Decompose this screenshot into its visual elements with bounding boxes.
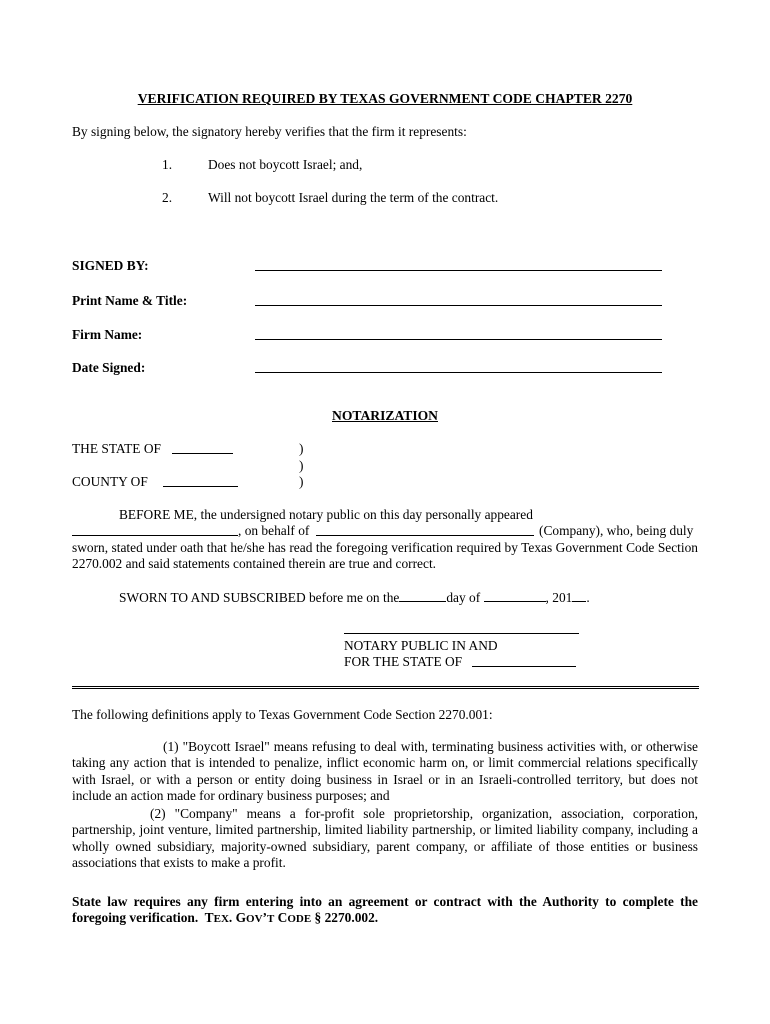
sworn-year-blank[interactable] bbox=[572, 589, 586, 602]
item-2-text: Will not boycott Israel during the term of the contract. bbox=[208, 190, 499, 205]
notary-line-2: FOR THE STATE OF bbox=[344, 654, 463, 669]
state-law-text: State law requires any firm entering into an agreement or contract with the Authority to complete the foregoing verification. bbox=[72, 894, 698, 926]
definitions-intro: The following definitions apply to Texas Government Code Section 2270.001: bbox=[72, 707, 493, 722]
signed-by-line[interactable] bbox=[255, 270, 662, 271]
before-me-text: BEFORE ME, the undersigned notary public on this day personally appeared bbox=[119, 507, 533, 522]
state-of-label: THE STATE OF bbox=[72, 441, 161, 456]
paren-1: ) bbox=[299, 441, 304, 456]
notary-signature-line[interactable] bbox=[344, 633, 579, 634]
section-divider bbox=[72, 686, 699, 689]
sworn-statement: sworn, stated under oath that he/she has read the foregoing verification required by Texas Government Code Section 2270.002 and said statements contained therein are true and correct. bbox=[72, 540, 698, 572]
company-suffix-text: (Company), who, being duly bbox=[539, 523, 694, 538]
intro-text: By signing below, the signatory hereby verifies that the firm it represents: bbox=[72, 124, 467, 139]
state-law-statement bbox=[72, 894, 698, 928]
sworn-day-text: day of bbox=[446, 590, 481, 605]
legal-citation: TEX. GOV’T CODE § 2270.002. bbox=[204, 910, 379, 926]
sworn-end-text: . bbox=[586, 590, 590, 605]
signed-by-label: SIGNED BY: bbox=[72, 258, 149, 273]
print-name-label: Print Name & Title: bbox=[72, 293, 188, 308]
definition-company: (2) "Company" means a for-profit sole proprietorship, organization, association, corporation, partnership, joint venture, limited partnership, limited liability partnership, or limited liability company, including a wholly owned subsidiary, majority-owned subsidiary, parent company, or affiliate of those entities or business associations that exists to make a profit. bbox=[72, 806, 698, 870]
document-title: VERIFICATION REQUIRED BY TEXAS GOVERNMENT CODE CHAPTER 2270 bbox=[137, 91, 633, 106]
item-1-number: 1. bbox=[162, 157, 173, 172]
date-signed-label: Date Signed: bbox=[72, 360, 146, 375]
paren-3: ) bbox=[299, 474, 304, 489]
sworn-day-blank[interactable] bbox=[399, 589, 446, 602]
date-signed-line[interactable] bbox=[255, 372, 662, 373]
firm-name-line[interactable] bbox=[255, 339, 662, 340]
appeared-name-line[interactable] bbox=[72, 535, 238, 536]
firm-name-label: Firm Name: bbox=[72, 327, 143, 342]
notary-line-1: NOTARY PUBLIC IN AND bbox=[344, 638, 498, 653]
sworn-month-blank[interactable] bbox=[484, 589, 546, 602]
state-of-line[interactable] bbox=[172, 453, 233, 454]
notarization-heading: NOTARIZATION bbox=[332, 408, 438, 423]
company-name-line[interactable] bbox=[316, 535, 534, 536]
sworn-pre-text: SWORN TO AND SUBSCRIBED before me on the bbox=[119, 590, 400, 605]
notary-state-line[interactable] bbox=[472, 666, 576, 667]
item-2-number: 2. bbox=[162, 190, 173, 205]
on-behalf-text: , on behalf of bbox=[238, 523, 310, 538]
print-name-line[interactable] bbox=[255, 305, 662, 306]
county-of-line[interactable] bbox=[163, 486, 238, 487]
county-of-label: COUNTY OF bbox=[72, 474, 148, 489]
sworn-line bbox=[119, 589, 590, 606]
paren-2: ) bbox=[299, 458, 304, 473]
definition-boycott-israel: (1) "Boycott Israel" means refusing to deal with, terminating business activities with, or otherwise taking any action that is intended to penalize, inflict economic harm on, or limit commercial relations specifically with Israel, or with a person or entity doing business in Israel or in an Israeli-controlled territory, but does not include an action made for ordinary business purposes; and bbox=[72, 739, 698, 803]
sworn-year-text: , 201 bbox=[545, 590, 573, 605]
item-1-text: Does not boycott Israel; and, bbox=[208, 157, 363, 172]
